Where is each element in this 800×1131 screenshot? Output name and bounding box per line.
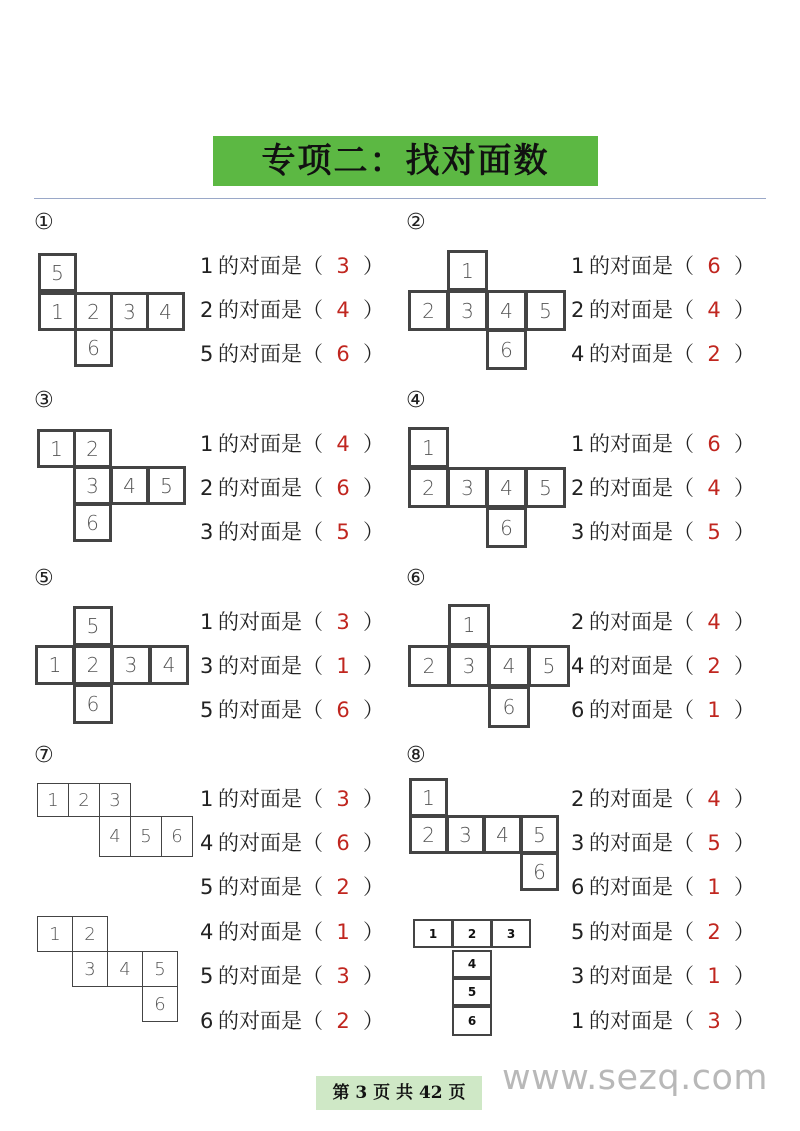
face-number: 4 [200,831,214,855]
net-cell: 1 [409,778,448,817]
net-cell: 1 [37,429,76,468]
net-cell: 4 [488,645,530,687]
face-number: 6 [571,698,585,722]
net-cell: 4 [486,467,527,508]
net-cell: 2 [72,916,108,952]
close-paren: ） [734,476,755,500]
question-text: 的对面是（ [589,787,694,811]
close-paren: ） [363,298,384,322]
question-line [571,332,755,376]
net-cell: 1 [408,427,449,468]
close-paren: ） [734,964,755,988]
net-cell: 4 [483,815,522,854]
question-text: 的对面是（ [589,610,694,634]
problem-number: ⑧ [406,743,426,768]
net-cell: 3 [446,815,485,854]
question-text: 的对面是（ [589,432,694,456]
answer-value: 2 [707,342,721,366]
answer-value: 2 [707,920,721,944]
answer-value: 3 [336,610,350,634]
face-number: 5 [200,964,214,988]
question-text: 的对面是（ [589,698,694,722]
question-line [200,954,384,998]
question-line [200,644,384,688]
close-paren: ） [734,254,755,278]
net-cell: 2 [74,292,113,331]
question-line [571,422,755,466]
face-number: 1 [571,432,585,456]
answer-value: 4 [707,476,721,500]
question-text: 的对面是（ [589,831,694,855]
close-paren: ） [734,610,755,634]
net-cell: 1 [37,916,73,952]
question-text: 的对面是（ [589,875,694,899]
net-cell: 3 [111,645,151,685]
net-cell: 3 [491,919,531,948]
close-paren: ） [363,432,384,456]
answer-value: 3 [707,1009,721,1033]
net-cell: 1 [448,604,490,646]
net-cell: 6 [452,1006,492,1036]
question-text: 的对面是（ [218,254,323,278]
question-text: 的对面是（ [589,520,694,544]
answer-value: 3 [336,254,350,278]
question-line [200,821,384,865]
answer-value: 6 [336,831,350,855]
question-text: 的对面是（ [218,342,323,366]
answer-value: 3 [336,787,350,811]
face-number: 2 [571,476,585,500]
question-line [200,999,384,1043]
face-number: 3 [200,520,214,544]
question-line [200,244,384,288]
net-cell: 5 [452,978,492,1006]
problem-number: ③ [34,388,54,413]
question-text: 的对面是（ [589,964,694,988]
close-paren: ） [734,920,755,944]
net-cell: 2 [73,645,113,685]
answer-value: 5 [707,520,721,544]
close-paren: ） [363,342,384,366]
net-cell: 4 [107,951,143,987]
net-cell: 5 [130,816,162,857]
answer-value: 5 [707,831,721,855]
net-cell: 5 [520,815,559,854]
face-number: 5 [200,342,214,366]
net-cell: 2 [408,467,449,508]
net-cell: 4 [146,292,185,331]
net-cell: 5 [147,466,186,505]
question-text: 的对面是（ [218,787,323,811]
question-line [571,954,755,998]
net-cell: 1 [38,292,77,331]
problem-number: ② [406,210,426,235]
net-cell: 6 [142,986,178,1022]
question-text: 的对面是（ [218,298,323,322]
question-line [200,288,384,332]
face-number: 1 [571,1009,585,1033]
question-line [200,777,384,821]
net-cell: 5 [528,645,570,687]
question-text: 的对面是（ [589,254,694,278]
question-text: 的对面是（ [218,831,323,855]
question-line [571,910,755,954]
close-paren: ） [363,698,384,722]
close-paren: ） [363,831,384,855]
face-number: 1 [200,610,214,634]
net-cell: 4 [149,645,189,685]
answer-value: 2 [336,875,350,899]
net-cell: 1 [37,783,69,817]
face-number: 4 [571,654,585,678]
question-line [200,910,384,954]
answer-value: 4 [707,298,721,322]
problem-number: ⑦ [34,743,54,768]
close-paren: ） [363,787,384,811]
question-line [571,600,755,644]
answer-value: 6 [707,254,721,278]
net-cell: 5 [525,467,566,508]
divider [34,198,766,199]
net-cell: 2 [408,290,449,331]
question-line [571,510,755,554]
answer-value: 3 [336,964,350,988]
net-cell: 5 [38,253,77,292]
answer-value: 2 [336,1009,350,1033]
net-cell: 3 [110,292,149,331]
answer-value: 4 [707,610,721,634]
page-footer: 第 3 页 共 42 页 [316,1076,482,1110]
close-paren: ） [363,875,384,899]
question-text: 的对面是（ [589,654,694,678]
question-line [200,466,384,510]
close-paren: ） [734,1009,755,1033]
question-text: 的对面是（ [589,342,694,366]
close-paren: ） [363,520,384,544]
net-cell: 1 [35,645,75,685]
net-cell: 2 [452,919,492,948]
question-text: 的对面是（ [589,920,694,944]
watermark: www.sezq.com [502,1058,769,1098]
face-number: 6 [200,1009,214,1033]
net-cell: 5 [73,606,113,646]
close-paren: ） [734,831,755,855]
face-number: 4 [200,920,214,944]
face-number: 3 [571,831,585,855]
close-paren: ） [363,654,384,678]
close-paren: ） [734,342,755,366]
answer-value: 1 [707,698,721,722]
face-number: 5 [200,875,214,899]
face-number: 3 [571,520,585,544]
answer-value: 6 [336,342,350,366]
question-line [200,865,384,909]
face-number: 4 [571,342,585,366]
question-line [200,688,384,732]
question-line [571,288,755,332]
question-text: 的对面是（ [218,654,323,678]
net-cell: 6 [161,816,193,857]
answer-value: 2 [707,654,721,678]
net-cell: 2 [73,429,112,468]
question-text: 的对面是（ [218,520,323,544]
answer-value: 6 [336,698,350,722]
question-line [200,510,384,554]
close-paren: ） [734,432,755,456]
question-text: 的对面是（ [218,610,323,634]
face-number: 1 [200,432,214,456]
net-cell: 2 [409,815,448,854]
close-paren: ） [734,298,755,322]
question-text: 的对面是（ [218,432,323,456]
close-paren: ） [734,875,755,899]
face-number: 1 [571,254,585,278]
question-text: 的对面是（ [589,1009,694,1033]
question-text: 的对面是（ [218,476,323,500]
net-cell: 6 [74,328,113,367]
answer-value: 6 [707,432,721,456]
net-cell: 6 [73,684,113,724]
close-paren: ） [363,920,384,944]
close-paren: ） [363,1009,384,1033]
answer-value: 1 [336,920,350,944]
question-line [200,600,384,644]
problem-number: ① [34,210,54,235]
face-number: 2 [571,298,585,322]
question-text: 的对面是（ [218,698,323,722]
answer-value: 4 [336,432,350,456]
net-cell: 6 [486,507,527,548]
net-cell: 4 [486,290,527,331]
net-cell: 6 [486,329,527,370]
net-cell: 3 [73,466,112,505]
question-line [571,688,755,732]
close-paren: ） [363,610,384,634]
question-line [571,999,755,1043]
net-cell: 3 [448,645,490,687]
question-line [571,777,755,821]
face-number: 1 [200,254,214,278]
problem-number: ⑥ [406,566,426,591]
face-number: 5 [200,698,214,722]
net-cell: 3 [447,290,488,331]
page-title: 专项二：找对面数 [213,136,598,186]
face-number: 3 [200,654,214,678]
answer-value: 5 [336,520,350,544]
question-line [200,422,384,466]
question-text: 的对面是（ [589,476,694,500]
close-paren: ） [363,964,384,988]
problem-number: ④ [406,388,426,413]
answer-value: 1 [707,964,721,988]
question-text: 的对面是（ [218,1009,323,1033]
question-text: 的对面是（ [218,875,323,899]
close-paren: ） [363,254,384,278]
net-cell: 4 [110,466,149,505]
answer-value: 6 [336,476,350,500]
answer-value: 4 [707,787,721,811]
face-number: 2 [200,476,214,500]
face-number: 2 [571,610,585,634]
net-cell: 4 [99,816,131,857]
question-line [200,332,384,376]
close-paren: ） [734,698,755,722]
net-cell: 1 [447,250,488,291]
face-number: 2 [571,787,585,811]
face-number: 3 [571,964,585,988]
net-cell: 4 [452,950,492,978]
net-cell: 6 [488,686,530,728]
answer-value: 1 [707,875,721,899]
face-number: 2 [200,298,214,322]
close-paren: ） [734,787,755,811]
question-text: 的对面是（ [218,920,323,944]
net-cell: 5 [142,951,178,987]
face-number: 6 [571,875,585,899]
net-cell: 3 [447,467,488,508]
face-number: 1 [200,787,214,811]
net-cell: 2 [408,645,450,687]
face-number: 5 [571,920,585,944]
answer-value: 4 [336,298,350,322]
net-cell: 3 [72,951,108,987]
question-line [571,244,755,288]
net-cell: 2 [68,783,100,817]
close-paren: ） [363,476,384,500]
question-text: 的对面是（ [589,298,694,322]
close-paren: ） [734,520,755,544]
question-line [571,821,755,865]
net-cell: 6 [73,503,112,542]
close-paren: ） [734,654,755,678]
net-cell: 1 [413,919,453,948]
question-line [571,865,755,909]
question-line [571,644,755,688]
answer-value: 1 [336,654,350,678]
question-line [571,466,755,510]
problem-number: ⑤ [34,566,54,591]
net-cell: 5 [525,290,566,331]
question-text: 的对面是（ [218,964,323,988]
net-cell: 6 [520,852,559,891]
net-cell: 3 [99,783,131,817]
